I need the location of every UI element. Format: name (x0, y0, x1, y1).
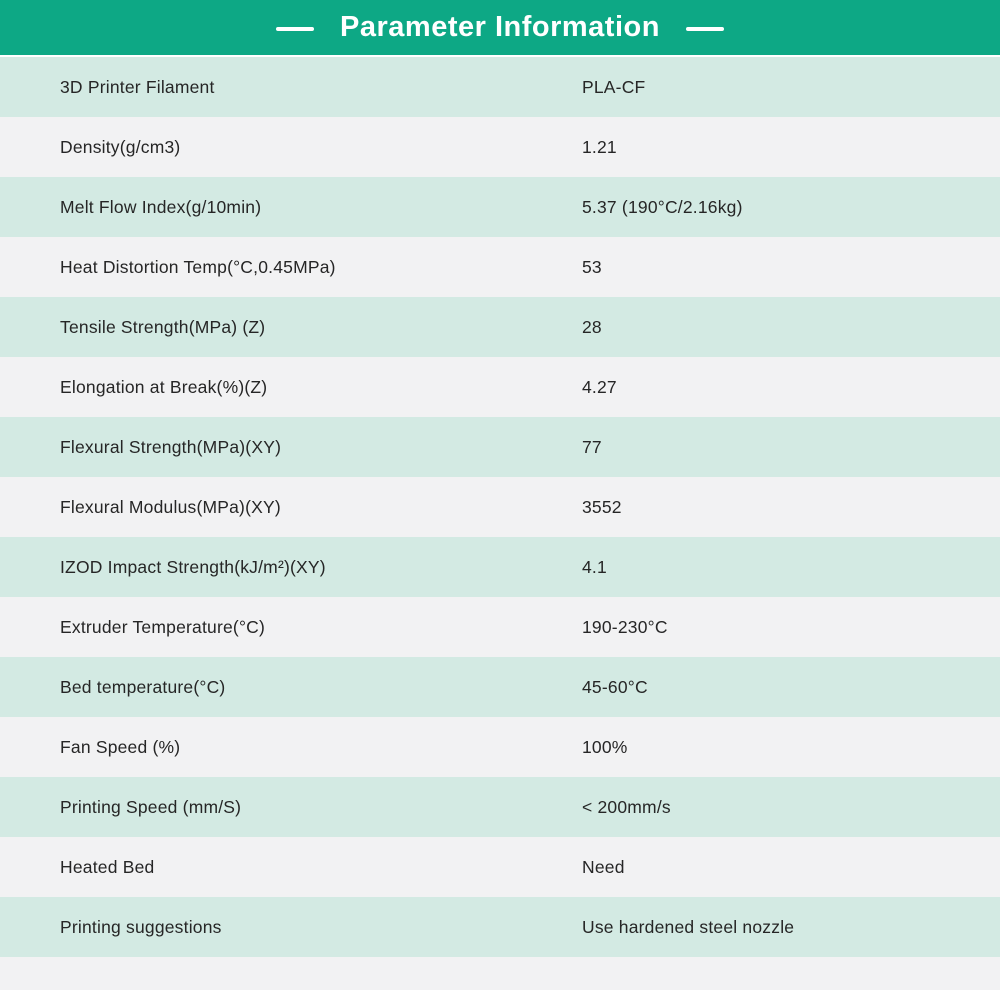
table-row (0, 717, 1000, 777)
header-bar (0, 0, 1000, 57)
param-value: 45-60°C (582, 676, 648, 697)
parameter-table (0, 57, 1000, 990)
param-value: 53 (582, 256, 602, 277)
param-label: Heat Distortion Temp(°C,0.45MPa) (60, 256, 336, 277)
title-dash-right (686, 27, 724, 31)
table-row (0, 417, 1000, 477)
table-row (0, 537, 1000, 597)
param-value: PLA-CF (582, 76, 646, 97)
param-value: 3552 (582, 496, 622, 517)
param-value: < 200mm/s (582, 796, 671, 817)
param-value: 4.27 (582, 376, 617, 397)
param-label: Fan Speed (%) (60, 736, 181, 757)
table-row (0, 357, 1000, 417)
param-value: 4.1 (582, 556, 607, 577)
page-title: Parameter Information (340, 11, 660, 43)
param-label: 3D Printer Filament (60, 76, 215, 97)
table-row (0, 597, 1000, 657)
param-label: Tensile Strength(MPa) (Z) (60, 316, 266, 337)
param-label: IZOD Impact Strength(kJ/m²)(XY) (60, 556, 326, 577)
param-value: 28 (582, 316, 602, 337)
param-label: Melt Flow Index(g/10min) (60, 196, 262, 217)
title-dash-left (276, 27, 314, 31)
param-label: Heated Bed (60, 856, 155, 877)
table-row (0, 897, 1000, 957)
table-row (0, 57, 1000, 117)
param-label: Density(g/cm3) (60, 136, 181, 157)
param-value: 190-230°C (582, 616, 668, 637)
param-label: Extruder Temperature(°C) (60, 616, 266, 637)
param-label: Elongation at Break(%)(Z) (60, 376, 268, 397)
table-row (0, 477, 1000, 537)
param-value: 100% (582, 736, 628, 757)
table-row (0, 177, 1000, 237)
param-label: Flexural Strength(MPa)(XY) (60, 436, 282, 457)
table-row (0, 657, 1000, 717)
table-row (0, 777, 1000, 837)
param-value: 1.21 (582, 136, 617, 157)
table-row (0, 117, 1000, 177)
param-label: Printing Speed (mm/S) (60, 796, 242, 817)
param-label: Bed temperature(°C) (60, 676, 226, 697)
table-row-partial-cutoff (0, 957, 1000, 990)
table-row (0, 837, 1000, 897)
param-value: Need (582, 856, 625, 877)
param-value: 77 (582, 436, 602, 457)
param-label: Printing suggestions (60, 916, 222, 937)
param-label: Flexural Modulus(MPa)(XY) (60, 496, 281, 517)
table-row (0, 237, 1000, 297)
param-value: Use hardened steel nozzle (582, 916, 795, 937)
param-value: 5.37 (190°C/2.16kg) (582, 196, 743, 217)
table-row (0, 297, 1000, 357)
